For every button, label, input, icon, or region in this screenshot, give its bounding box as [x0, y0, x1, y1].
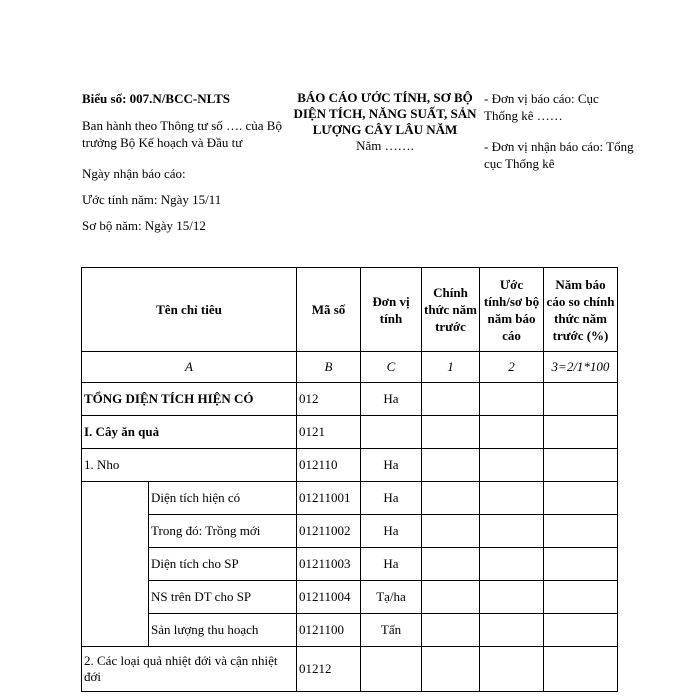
row-name: 2. Các loại quả nhiệt đới và cận nhiệt đới — [82, 647, 297, 692]
value-cell[interactable] — [544, 548, 618, 581]
table-row — [82, 515, 618, 548]
form-number: Biểu số: 007.N/BCC-NLTS — [82, 91, 230, 106]
row-unit: Ha — [361, 515, 422, 548]
header-indicator-name: Tên chỉ tiêu — [82, 268, 297, 352]
value-cell[interactable] — [544, 581, 618, 614]
index-cell: C — [361, 352, 422, 383]
table-row — [82, 647, 618, 692]
value-cell[interactable] — [480, 449, 544, 482]
value-cell[interactable] — [480, 647, 544, 692]
value-cell[interactable] — [422, 581, 480, 614]
value-cell[interactable] — [422, 548, 480, 581]
row-unit: Ha — [361, 449, 422, 482]
value-cell[interactable] — [544, 416, 618, 449]
index-cell: 2 — [480, 352, 544, 383]
table-row — [82, 548, 618, 581]
reporting-unit: - Đơn vị báo cáo: Cục Thống kê …… — [484, 91, 599, 123]
row-unit: Ha — [361, 482, 422, 515]
value-cell[interactable] — [544, 482, 618, 515]
row-code: 01211002 — [297, 515, 361, 548]
value-cell[interactable] — [422, 614, 480, 647]
row-name: Sản lượng thu hoạch — [149, 614, 297, 647]
table-row — [82, 482, 618, 515]
row-code: 01212 — [297, 647, 361, 692]
row-name: I. Cây ăn quả — [82, 416, 297, 449]
value-cell[interactable] — [544, 647, 618, 692]
value-cell[interactable] — [544, 383, 618, 416]
row-code: 012110 — [297, 449, 361, 482]
header-ratio: Năm báo cáo so chính thức năm trước (%) — [544, 268, 618, 352]
issued-by: Ban hành theo Thông tư số …. của Bộ trưởng Bộ Kế hoạch và Đầu tư — [82, 118, 282, 150]
value-cell[interactable] — [544, 449, 618, 482]
table-row — [82, 449, 618, 482]
value-cell[interactable] — [480, 581, 544, 614]
indent-spacer — [82, 482, 149, 647]
value-cell[interactable] — [422, 383, 480, 416]
table-row — [82, 416, 618, 449]
value-cell[interactable] — [480, 548, 544, 581]
table-index-row — [82, 352, 618, 383]
header-code: Mã số — [297, 268, 361, 352]
report-year: Năm ……. — [356, 138, 414, 153]
table-row — [82, 614, 618, 647]
index-cell: 1 — [422, 352, 480, 383]
value-cell[interactable] — [480, 614, 544, 647]
row-name: NS trên DT cho SP — [149, 581, 297, 614]
row-name: 1. Nho — [82, 449, 297, 482]
value-cell[interactable] — [422, 647, 480, 692]
value-cell[interactable] — [544, 515, 618, 548]
value-cell[interactable] — [544, 614, 618, 647]
form-header-right — [484, 90, 634, 172]
row-code: 01211004 — [297, 581, 361, 614]
row-name: Diện tích cho SP — [149, 548, 297, 581]
row-unit: Tấn — [361, 614, 422, 647]
index-cell: B — [297, 352, 361, 383]
value-cell[interactable] — [480, 515, 544, 548]
header-previous-year: Chính thức năm trước — [422, 268, 480, 352]
header-unit: Đơn vị tính — [361, 268, 422, 352]
value-cell[interactable] — [480, 383, 544, 416]
value-cell[interactable] — [422, 449, 480, 482]
row-name: Trong đó: Trồng mới — [149, 515, 297, 548]
row-unit: Ha — [361, 548, 422, 581]
table-row — [82, 383, 618, 416]
row-name: TỔNG DIỆN TÍCH HIỆN CÓ — [82, 383, 297, 416]
row-unit — [361, 416, 422, 449]
index-cell: 3=2/1*100 — [544, 352, 618, 383]
row-code: 01211001 — [297, 482, 361, 515]
header-estimate: Ước tính/sơ bộ năm báo cáo — [480, 268, 544, 352]
table-row — [82, 581, 618, 614]
row-code: 01211003 — [297, 548, 361, 581]
row-code: 012 — [297, 383, 361, 416]
row-name: Diện tích hiện có — [149, 482, 297, 515]
report-title-block — [286, 90, 484, 154]
value-cell[interactable] — [422, 416, 480, 449]
row-unit — [361, 647, 422, 692]
table-header-row — [82, 268, 618, 352]
value-cell[interactable] — [480, 416, 544, 449]
row-unit: Ha — [361, 383, 422, 416]
value-cell[interactable] — [480, 482, 544, 515]
receiving-unit: - Đơn vị nhận báo cáo: Tổng cục Thống kê — [484, 139, 634, 171]
row-code: 0121 — [297, 416, 361, 449]
report-title: BÁO CÁO ƯỚC TÍNH, SƠ BỘ DIỆN TÍCH, NĂNG SUẤT, SẢN LƯỢNG CÂY LÂU NĂM — [293, 90, 477, 137]
index-cell: A — [82, 352, 297, 383]
row-unit: Tạ/ha — [361, 581, 422, 614]
form-header-left — [82, 90, 292, 243]
preliminary-date: Sơ bộ năm: Ngày 15/12 — [82, 218, 206, 233]
row-code: 0121100 — [297, 614, 361, 647]
report-table — [81, 267, 618, 692]
estimate-date: Ước tính năm: Ngày 15/11 — [82, 192, 222, 207]
value-cell[interactable] — [422, 482, 480, 515]
value-cell[interactable] — [422, 515, 480, 548]
receive-date: Ngày nhận báo cáo: — [82, 166, 186, 181]
